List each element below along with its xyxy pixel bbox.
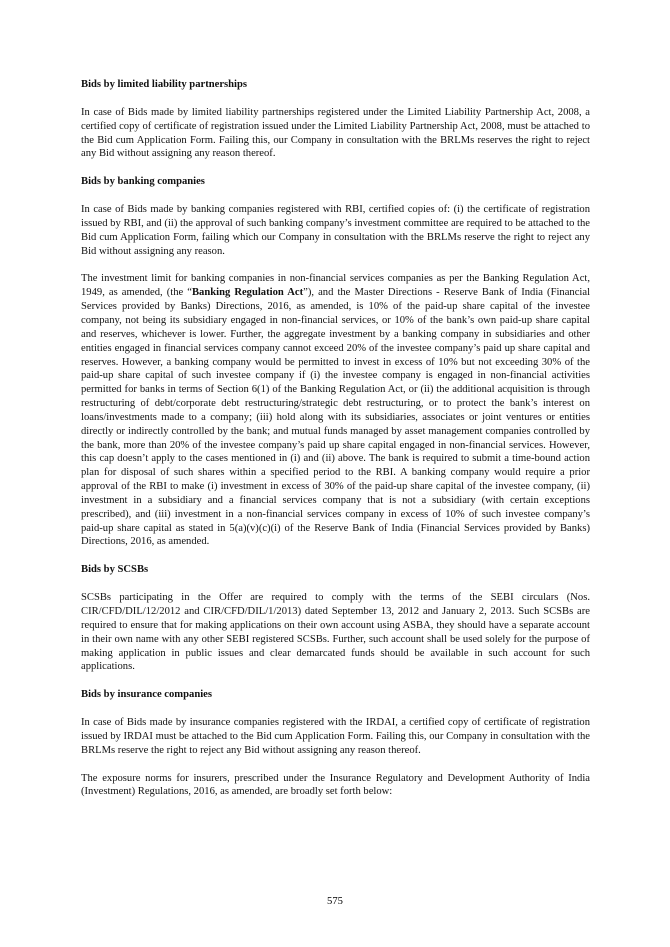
paragraph-banking-1: In case of Bids made by banking companies registered with RBI, certified copies of: (i) the certificate of registration issued by RBI, and (ii) the approval of such banking company’s investment committee are required to be attached to the Bid cum Application Form, failing which our Company in consultation with the BRLMs reserve the right to reject any Bid without assigning any reason. <box>81 204 590 257</box>
defined-term-banking-regulation-act: Banking Regulation Act <box>191 287 304 299</box>
page-number: 575 <box>327 896 343 907</box>
section-banking <box>81 175 590 549</box>
paragraph-insurance-2: The exposure norms for insurers, prescribed under the Insurance Regulatory and Development Authority of India (Investment) Regulations, 2016, as amended, are broadly set forth below: <box>81 772 590 798</box>
section-heading-banking: Bids by banking companies <box>81 176 205 188</box>
paragraph-scsb-1: SCSBs participating in the Offer are required to comply with the terms of the SEBI circulars (Nos. CIR/CFD/DIL/12/2012 and CIR/CFD/DIL/1/2013) dated September 13, 2012 and January 2, 2013. Such SCSBs are required to ensure that for making applications on their own account using ASBA, they should have a separate account in their own name with any other SEBI registered SCSBs. Further, such account shall be used solely for the purpose of making application in public issues and clear demarcated funds should be available in such account for such applications. <box>81 592 590 673</box>
section-heading-llp: Bids by limited liability partnerships <box>81 79 247 90</box>
section-scsb <box>81 563 590 674</box>
paragraph-banking-2 <box>81 272 590 549</box>
paragraph-llp-1: In case of Bids made by limited liability partnerships registered under the Limited Liability Partnership Act, 2008, a certified copy of certificate of registration issued under the Limited Liability Partnership Act, 2008, must be attached to the Bid cum Application Form. Failing this, our Company in consultation with the BRLMs reserves the right to reject any Bid without assigning any reason thereof. <box>81 106 590 160</box>
paragraph-banking-2-part-a: The investment limit for banking companies in non-financial services companies as per the Banking Regulation Act, 1949, as amended, (the “ <box>81 273 590 299</box>
section-llp <box>81 78 590 161</box>
paragraph-insurance-1: In case of Bids made by insurance companies registered with the IRDAI, a certified copy of certificate of registration issued by IRDAI must be attached to the Bid cum Application Form. Failing this, our Company in consultation with the BRLMs reserve the right to reject any Bid without assigning any reason thereof. <box>81 717 590 756</box>
section-insurance <box>81 688 590 799</box>
section-heading-insurance: Bids by insurance companies <box>81 689 212 701</box>
section-heading-scsb: Bids by SCSBs <box>81 564 149 576</box>
paragraph-banking-2-part-b: ”), and the Master Directions - Reserve Bank of India (Financial Services provided by Banks) Directions, 2016, as amended, is 10% of the paid-up share capital of the investee company, not being its subsidiary engaged in non-financial services, or 10% of the bank’s own paid-up share capital and reserves, whichever is lower. Further, the aggregate investment by a banking company in subsidiaries and other entities engaged in financial services company cannot exceed 20% of the investee company’s paid up share capital and reserves. However, a banking company would be permitted to invest in excess of 10% but not exceeding 30% of the paid-up share capital of such investee company if (i) the investee company is engaged in non-financial activities permitted for banks in terms of Section 6(1) of the Banking Regulation Act, or (ii) the additional acquisition is through restructuring of debt/corporate debt restructuring/strategic debt restructuring, or to protect the bank’s interest on loans/investments made to a company; (iii) hold along with its subsidiaries, associates or joint ventures or entities directly or indirectly controlled by the bank; and mutual funds managed by asset management companies controlled by the bank, more than 20% of the investee company’s paid up share capital engaged in non-financial services. However, this cap doesn’t apply to the cases mentioned in (i) and (ii) above. The bank is required to submit a time-bound action plan for disposal of such shares within a specified period to the RBI. A banking company would require a prior approval of the RBI to make (i) investment in excess of 30% of the paid-up share capital of the investee company, (ii) investment in a subsidiary and a financial services company that is not a subsidiary (with certain exceptions prescribed), and (iii) investment in a non-financial services company in excess of 10% of such investee company’s paid-up share capital as stated in 5(a)(v)(c)(i) of the Reserve Bank of India (Financial Services provided by Banks) Directions, 2016, as amended. <box>81 287 591 548</box>
